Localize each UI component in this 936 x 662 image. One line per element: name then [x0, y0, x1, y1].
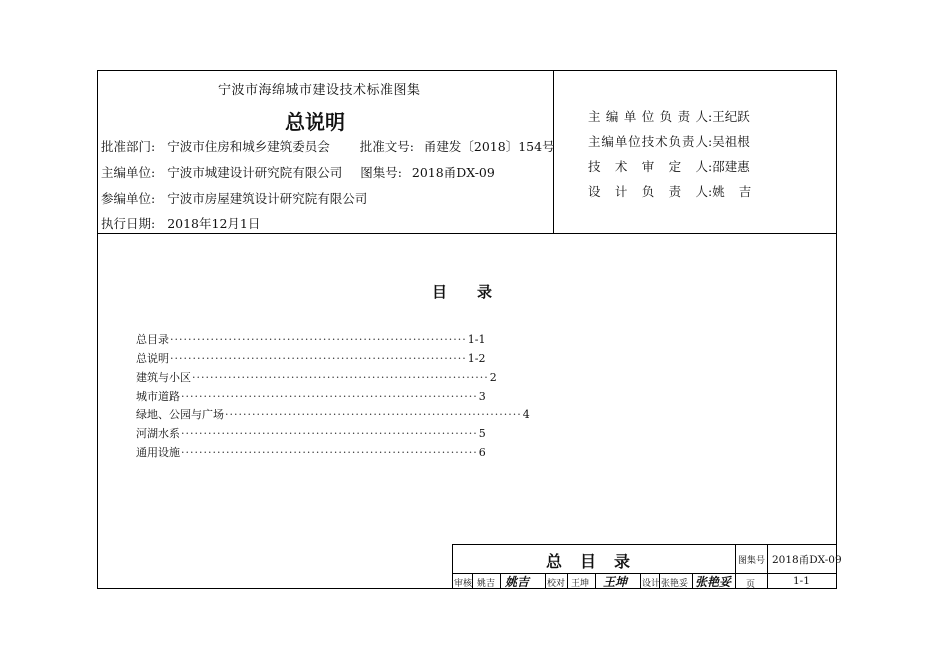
page-number: 1-1: [793, 575, 810, 587]
approval-no: 甬建发〔2018〕154号: [423, 139, 555, 154]
design-label: 设计: [642, 579, 661, 589]
responsible-row: 设计负责人:姚吉: [588, 184, 766, 199]
review-name: 姚吉: [477, 579, 496, 589]
responsible-name: 吴祖根: [712, 134, 750, 149]
atlas-label: 图集号: [738, 556, 766, 566]
toc-item-page: 4: [522, 408, 530, 421]
responsible-label: 主编单位负责人: [588, 109, 708, 124]
toc-item-page: 1-1: [467, 333, 486, 346]
title-block-divider: [567, 573, 568, 589]
participant-label: 参编单位:: [101, 191, 156, 206]
toc-item-page: 1-2: [467, 352, 486, 365]
toc-item-title: 通用设施: [136, 446, 180, 459]
page-label: 页: [746, 580, 756, 590]
toc-item[interactable]: [136, 369, 497, 385]
effective-row: [101, 214, 260, 232]
title-block-divider: [595, 573, 596, 589]
responsible-row: 技术审定人:邵建惠: [588, 159, 750, 174]
toc-item-page: 6: [478, 446, 486, 459]
title-block-divider: [692, 573, 693, 589]
toc-item[interactable]: [136, 331, 486, 347]
approval-no-label: 批准文号:: [359, 139, 414, 154]
toc-leader: ··································································: [170, 352, 467, 365]
atlas-no: 2018甬DX-09: [411, 165, 495, 180]
toc-item[interactable]: [136, 444, 486, 460]
title-block-divider: [767, 544, 768, 589]
participant-unit: 宁波市房屋建筑设计研究院有限公司: [167, 191, 368, 206]
design-name: 张艳妥: [661, 579, 689, 589]
responsible-row: 主编单位技术负责人:吴祖根: [588, 134, 750, 149]
design-signature: 张艳妥: [695, 575, 732, 589]
responsible-label: 设计负责人: [588, 184, 708, 199]
review-label: 审核: [454, 579, 473, 589]
approval-dept-label: 批准部门:: [101, 139, 156, 154]
approval-row: [101, 137, 555, 155]
title-block-atlas-no: 2018甬DX-09: [772, 554, 842, 566]
toc-item-page: 5: [478, 427, 486, 440]
toc-leader: ··································································: [181, 427, 478, 440]
toc-leader: ··································································: [170, 333, 467, 346]
check-name: 王坤: [571, 579, 590, 589]
responsible-name: 邵建惠: [712, 159, 750, 174]
toc-heading: 目 录: [432, 283, 493, 301]
effective-date: 2018年12月1日: [167, 216, 261, 231]
toc-leader: ··································································: [181, 390, 478, 403]
responsible-label: 技术审定人: [588, 159, 708, 174]
toc-item[interactable]: [136, 406, 530, 422]
title-block-divider: [640, 573, 641, 589]
toc-item-title: 河湖水系: [136, 427, 180, 440]
toc-item-title: 建筑与小区: [136, 371, 191, 384]
toc-item-page: 2: [489, 371, 497, 384]
effective-label: 执行日期:: [101, 216, 156, 231]
series-title: 宁波市海绵城市建设技术标准图集: [218, 83, 421, 98]
review-signature: 姚吉: [505, 575, 530, 589]
header-divider: [97, 233, 837, 234]
atlas-no-label: 图集号:: [360, 165, 402, 180]
toc-item-page: 3: [478, 390, 486, 403]
toc-item-title: 总目录: [136, 333, 169, 346]
toc-leader: ··································································: [225, 408, 522, 421]
responsible-label: 主编单位技术负责人: [588, 134, 708, 149]
approval-dept: 宁波市住房和城乡建筑委员会: [167, 139, 330, 154]
check-signature: 王坤: [603, 575, 628, 589]
chief-unit-label: 主编单位:: [101, 165, 156, 180]
chief-unit: 宁波市城建设计研究院有限公司: [167, 165, 343, 180]
toc-item[interactable]: [136, 350, 486, 366]
toc-item[interactable]: [136, 425, 486, 441]
document-title: 总说明: [285, 110, 345, 134]
title-block-divider: [735, 544, 736, 589]
participant-row: [101, 189, 367, 207]
toc-leader: ··································································: [192, 371, 489, 384]
responsible-name: 姚吉: [712, 184, 766, 199]
toc-leader: ··································································: [181, 446, 478, 459]
responsible-row: 主编单位负责人:王纪跃: [588, 109, 750, 124]
check-label: 校对: [547, 579, 566, 589]
responsible-name: 王纪跃: [712, 109, 750, 124]
toc-item-title: 绿地、公园与广场: [136, 408, 224, 421]
title-block-divider: [545, 573, 546, 589]
chief-unit-row: [101, 163, 495, 181]
toc-item[interactable]: [136, 388, 486, 404]
sheet-title: 总目录: [546, 552, 649, 571]
title-block-divider: [472, 573, 473, 589]
toc-item-title: 城市道路: [136, 390, 180, 403]
toc-item-title: 总说明: [136, 352, 169, 365]
title-block-divider: [500, 573, 501, 589]
